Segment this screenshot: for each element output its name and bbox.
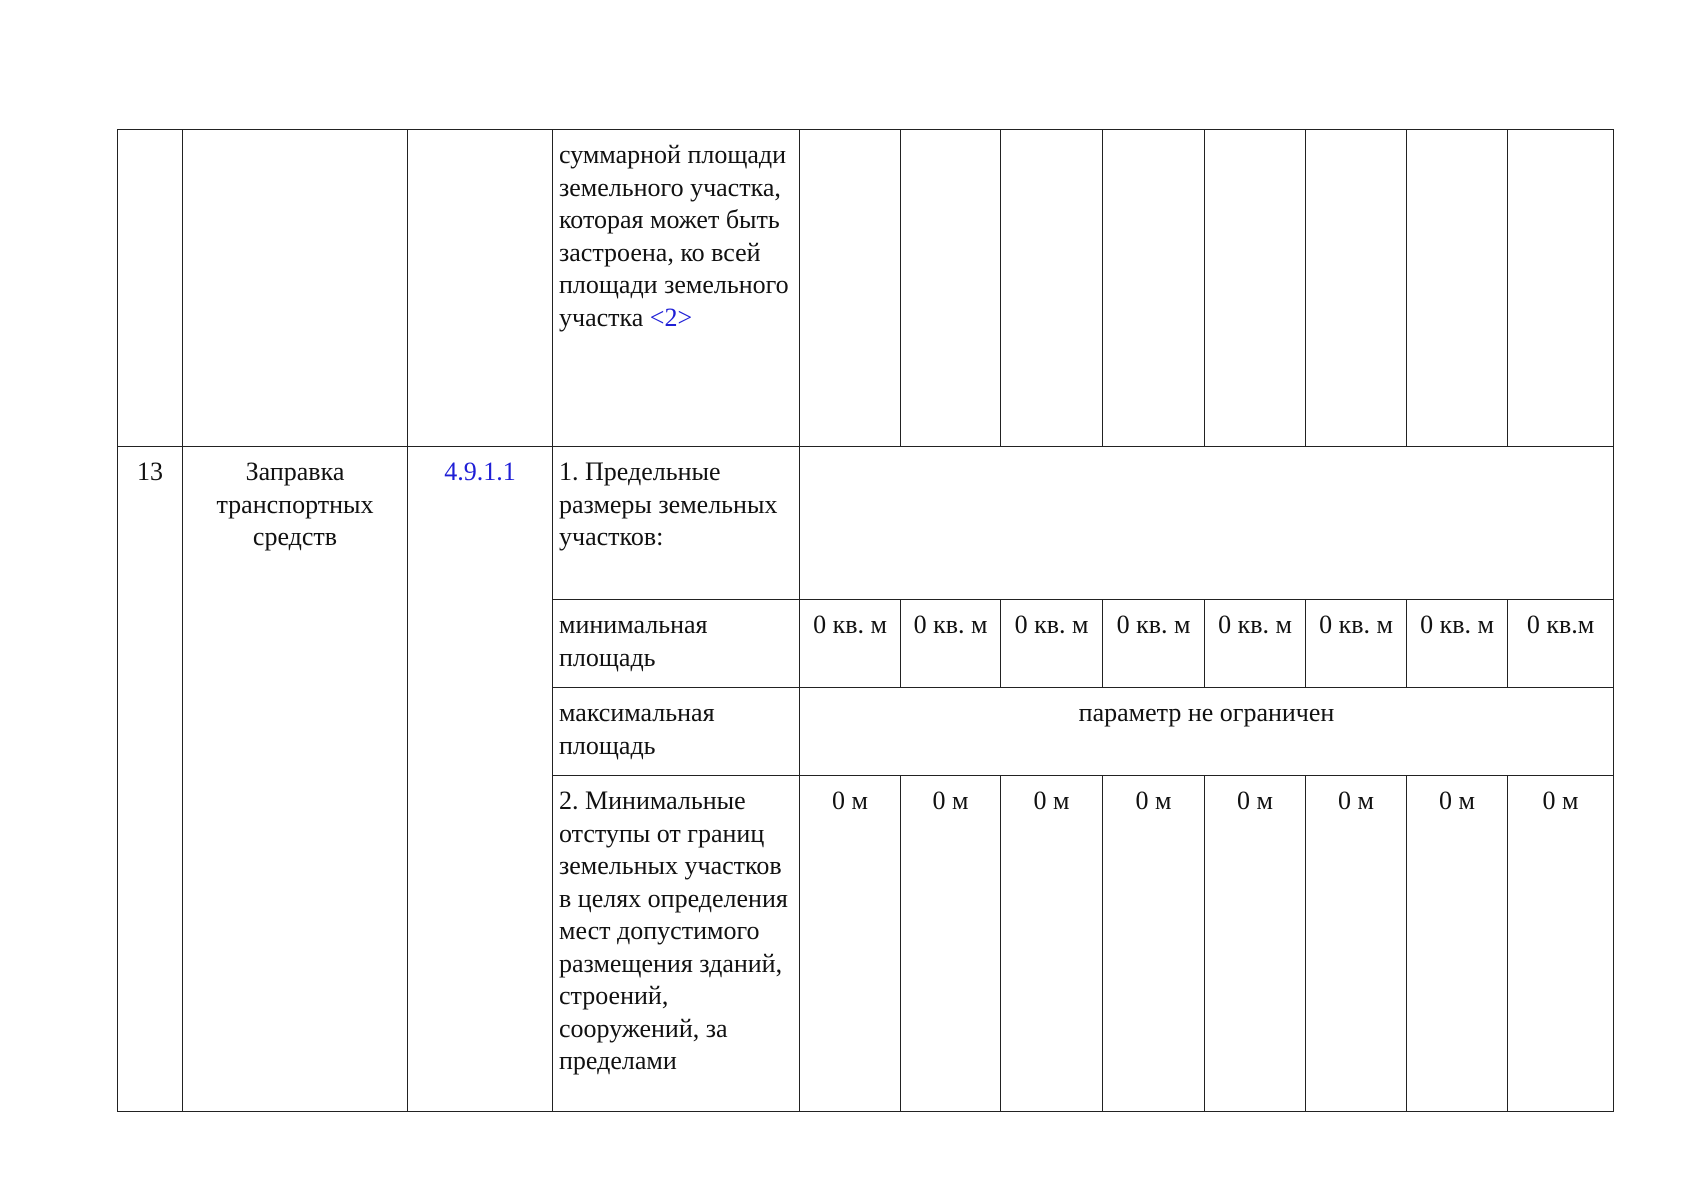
value-cell (1103, 130, 1205, 447)
parameter-2-title: 2. Минимальные отступы от границ земельных участков в целях определения мест допустимого размещения зданий, строений, сооружений, за пределами (553, 776, 800, 1112)
land-use-code-link[interactable]: 4.9.1.1 (444, 457, 516, 486)
setback-value: 0 м (901, 776, 1001, 1112)
value-cell (1508, 130, 1614, 447)
min-area-value: 0 кв. м (1306, 600, 1407, 688)
setback-value: 0 м (1103, 776, 1205, 1112)
regulations-table (117, 129, 1614, 1112)
min-area-value: 0 кв. м (1103, 600, 1205, 688)
min-area-value: 0 кв. м (901, 600, 1001, 688)
value-cell (1001, 130, 1103, 447)
land-use-name: Заправка транспортных средств (183, 447, 408, 1112)
setback-value: 0 м (1306, 776, 1407, 1112)
cell-code (408, 447, 553, 1112)
setback-value: 0 м (1001, 776, 1103, 1112)
value-cell (1407, 130, 1508, 447)
value-cell (901, 130, 1001, 447)
setback-value: 0 м (1407, 776, 1508, 1112)
min-area-value: 0 кв. м (1407, 600, 1508, 688)
value-cell (800, 130, 901, 447)
min-area-label: минимальная площадь (553, 600, 800, 688)
cell-number-empty (118, 130, 183, 447)
min-area-value: 0 кв. м (1001, 600, 1103, 688)
cell-parameter (553, 130, 800, 447)
min-area-value: 0 кв. м (1205, 600, 1306, 688)
min-area-value: 0 кв.м (1508, 600, 1614, 688)
parameter-text: суммарной площади земельного участка, которая может быть застроена, ко всей площади земельного участка (559, 140, 789, 332)
footnote-link-2[interactable]: <2> (649, 302, 693, 332)
row-number: 13 (118, 447, 183, 1112)
value-cell-merged (800, 447, 1614, 600)
max-area-label: максимальная площадь (553, 688, 800, 776)
min-area-value: 0 кв. м (800, 600, 901, 688)
setback-value: 0 м (1508, 776, 1614, 1112)
table-row (118, 447, 1614, 600)
max-area-value: параметр не ограничен (800, 688, 1614, 776)
value-cell (1205, 130, 1306, 447)
cell-name-empty (183, 130, 408, 447)
setback-value: 0 м (800, 776, 901, 1112)
setback-value: 0 м (1205, 776, 1306, 1112)
cell-code-empty (408, 130, 553, 447)
parameter-1-title: 1. Предельные размеры земельных участков: (553, 447, 800, 600)
value-cell (1306, 130, 1407, 447)
table-row (118, 130, 1614, 447)
